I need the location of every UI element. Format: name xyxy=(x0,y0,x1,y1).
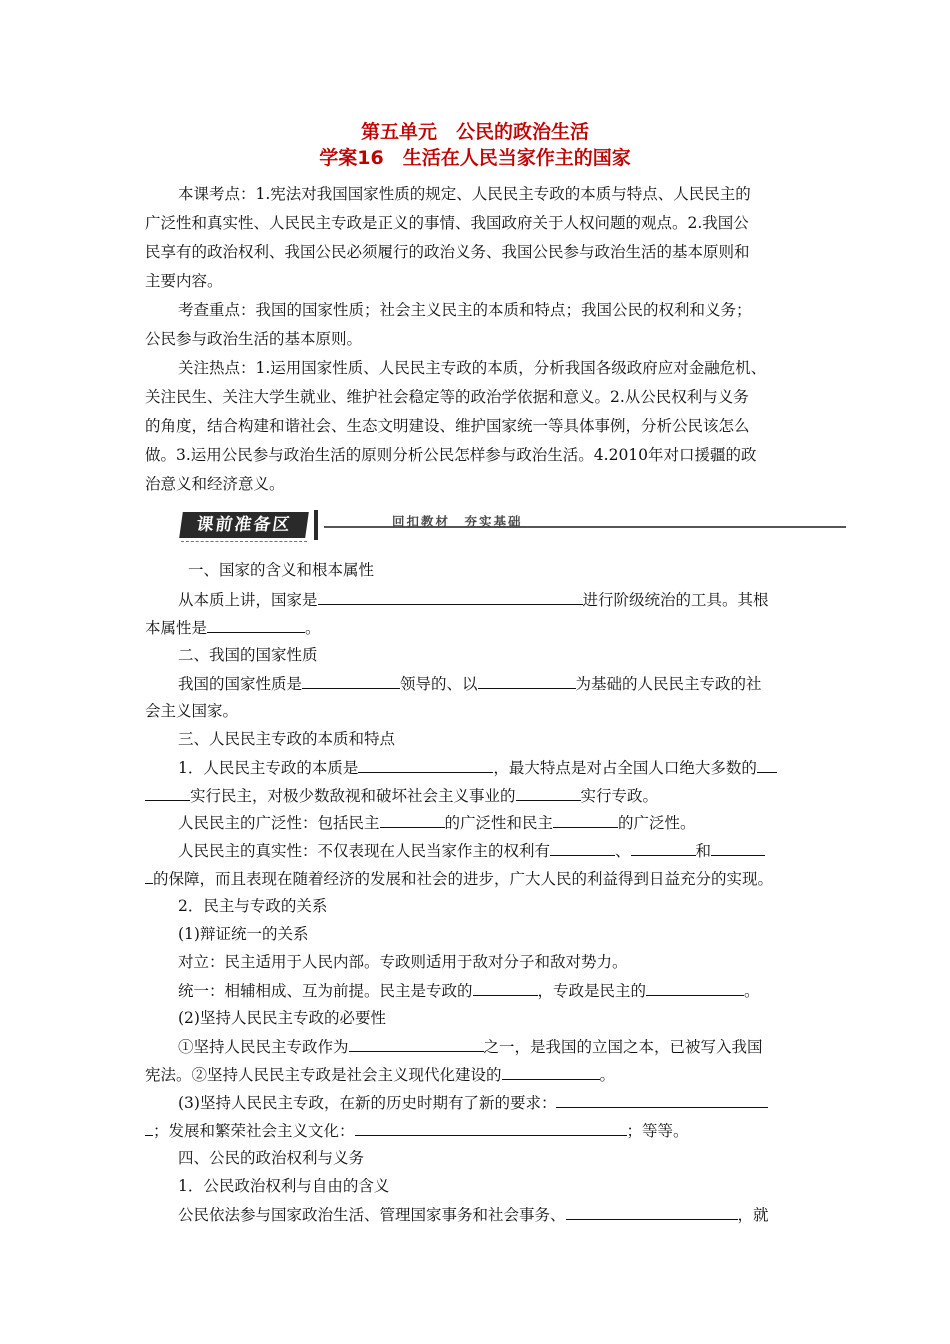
answer-blank[interactable] xyxy=(711,840,765,856)
answer-blank[interactable] xyxy=(556,1092,768,1108)
unit-title: 第五单元 公民的政治生活 xyxy=(360,121,589,143)
answer-blank[interactable] xyxy=(145,1120,153,1136)
intro-line: 关注热点：1.运用国家性质、人民民主专政的本质，分析我国各级政府应对金融危机、 xyxy=(178,359,767,377)
answer-blank[interactable] xyxy=(302,673,400,689)
answer-blank[interactable] xyxy=(478,673,576,689)
answer-blank[interactable] xyxy=(358,757,493,773)
intro-line: 本课考点：1.宪法对我国国家性质的规定、人民民主专政的本质与特点、人民民主的 xyxy=(178,185,751,203)
body-line: (3)坚持人民民主专政，在新的历史时期有了新的要求： xyxy=(178,1092,768,1113)
intro-line: 民享有的政治权利、我国公民必须履行的政治义务、我国公民参与政治生活的基本原则和 xyxy=(145,243,750,261)
answer-blank[interactable] xyxy=(349,1036,484,1052)
body-line: 会主义国家。 xyxy=(145,702,239,720)
answer-blank[interactable] xyxy=(473,980,538,996)
body-line: 实行民主，对极少数敌视和破坏社会主义事业的 实行专政。 xyxy=(145,785,658,806)
answer-blank[interactable] xyxy=(318,589,583,605)
body-line: 本属性是 。 xyxy=(145,619,321,637)
body-line: 人民民主的真实性：不仅表现在人民当家作主的权利有 、 和 xyxy=(178,840,765,861)
answer-blank[interactable] xyxy=(516,785,581,801)
answer-blank[interactable] xyxy=(145,785,190,801)
body-line: 公民依法参与国家政治生活、管理国家事务和社会事务、 ，就 xyxy=(178,1206,769,1224)
intro-line: 主要内容。 xyxy=(145,272,223,290)
section-heading: 三、人民民主专政的本质和特点 xyxy=(178,730,396,748)
banner-divider xyxy=(314,510,318,540)
section-heading: 二、我国的国家性质 xyxy=(178,646,318,664)
intro-line: 治意义和经济意义。 xyxy=(145,475,285,493)
sub-heading: 2．民主与专政的关系 xyxy=(178,897,328,915)
body-line: 从本质上讲，国家是 进行阶级统治的工具。其根 xyxy=(178,591,769,609)
body-line: 我国的国家性质是 领导的、以 为基础的人民民主专政的社 xyxy=(178,675,762,693)
sub-heading: (2)坚持人民民主专政的必要性 xyxy=(178,1009,386,1027)
answer-blank[interactable] xyxy=(757,757,777,773)
body-line: ①坚持人民民主专政作为 之一，是我国的立国之本，已被写入我国 xyxy=(178,1038,763,1056)
answer-blank[interactable] xyxy=(550,840,615,856)
body-line: 宪法。②坚持人民民主专政是社会主义现代化建设的 。 xyxy=(145,1066,616,1084)
answer-blank[interactable] xyxy=(355,1120,627,1136)
sub-heading: (1)辩证统一的关系 xyxy=(178,925,309,943)
lesson-title: 学案16 生活在人民当家作主的国家 xyxy=(319,147,631,169)
answer-blank[interactable] xyxy=(566,1204,738,1220)
banner-underline xyxy=(181,541,307,542)
intro-line: 广泛性和真实性、人民民主专政是正义的事情、我国政府关于人权问题的观点。2.我国公 xyxy=(145,214,749,232)
answer-blank[interactable] xyxy=(553,812,618,828)
answer-blank[interactable] xyxy=(646,980,744,996)
section-heading: 四、公民的政治权利与义务 xyxy=(178,1149,365,1167)
intro-line: 考查重点：我国的国家性质；社会主义民主的本质和特点；我国公民的权利和义务； xyxy=(178,301,752,319)
body-line: 的保障，而且表现在随着经济的发展和社会的进步，广大人民的利益得到日益充分的实现。 xyxy=(145,868,773,889)
answer-blank[interactable] xyxy=(631,840,696,856)
intro-line: 的角度，结合构建和谐社会、生态文明建设、维护国家统一等具体事例，分析公民该怎么 xyxy=(145,417,750,435)
section-banner-label: 课前准备区 xyxy=(179,512,309,538)
answer-blank[interactable] xyxy=(502,1064,600,1080)
sub-heading: 1．公民政治权利与自由的含义 xyxy=(178,1177,390,1195)
body-line: ；发展和繁荣社会主义文化： ；等等。 xyxy=(145,1120,689,1141)
intro-line: 关注民生、关注大学生就业、维护社会稳定等的政治学依据和意义。2.从公民权利与义务 xyxy=(145,388,749,406)
body-line: 1．人民民主专政的本质是 ，最大特点是对占全国人口绝大多数的 xyxy=(178,757,777,778)
answer-blank[interactable] xyxy=(207,617,305,633)
body-line: 人民民主的广泛性：包括民主 的广泛性和民主 的广泛性。 xyxy=(178,814,696,832)
body-line: 对立：民主适用于人民内部。专政则适用于敌对分子和敌对势力。 xyxy=(178,953,628,971)
section-banner-subtitle: 回扣教材 夯实基础 xyxy=(392,514,523,529)
intro-line: 公民参与政治生活的基本原则。 xyxy=(145,330,363,348)
intro-line: 做。3.运用公民参与政治生活的原则分析公民怎样参与政治生活。4.2010年对口援疆的政 xyxy=(145,446,757,464)
answer-blank[interactable] xyxy=(145,868,153,884)
section-heading: 一、国家的含义和根本属性 xyxy=(188,561,375,579)
body-line: 统一：相辅相成、互为前提。民主是专政的 ，专政是民主的 。 xyxy=(178,982,760,1000)
answer-blank[interactable] xyxy=(380,812,445,828)
